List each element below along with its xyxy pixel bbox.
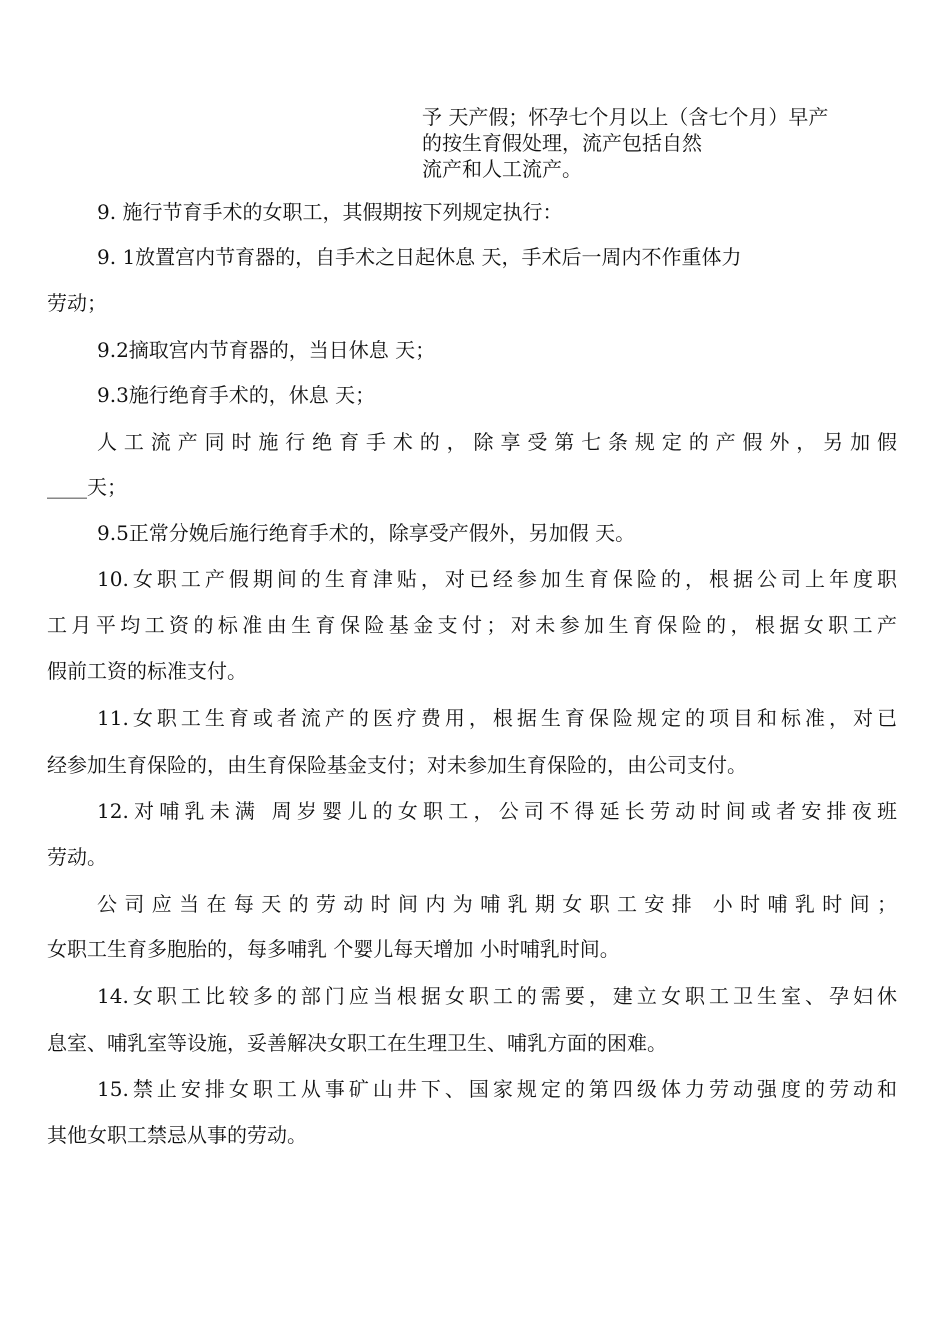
paragraph-line: 假前工资的标准支付。: [47, 659, 247, 683]
paragraph-line: 人工流产同时施行绝育手术的，除享受第七条规定的产假外，另加假: [97, 430, 897, 454]
paragraph-line: 15.禁止安排女职工从事矿山井下、国家规定的第四级体力劳动强度的劳动和: [97, 1077, 897, 1101]
paragraph-line: 女职工生育多胞胎的，每多哺乳 个婴儿每天增加 小时哺乳时间。: [47, 937, 620, 961]
paragraph-line: 11.女职工生育或者流产的医疗费用，根据生育保险规定的项目和标准，对已: [97, 706, 897, 730]
paragraph-line: ____天；: [47, 475, 127, 499]
paragraph-line: 9.2摘取宫内节育器的，当日休息 天；: [97, 338, 436, 362]
paragraph-line: 劳动。: [47, 845, 107, 869]
paragraph-line: 其他女职工禁忌从事的劳动。: [47, 1123, 307, 1147]
paragraph-line: 劳动；: [47, 291, 107, 315]
paragraph-line: 9.5正常分娩后施行绝育手术的，除享受产假外，另加假 天。: [97, 521, 636, 545]
paragraph-line: 10.女职工产假期间的生育津贴，对已经参加生育保险的，根据公司上年度职: [97, 567, 897, 591]
paragraph-line: 公司应当在每天的劳动时间内为哺乳期女职工安排 小时哺乳时间；: [97, 892, 897, 916]
paragraph-line: 9.3施行绝育手术的，休息 天；: [97, 383, 376, 407]
paragraph-line: 14.女职工比较多的部门应当根据女职工的需要，建立女职工卫生室、孕妇休: [97, 984, 897, 1008]
paragraph-line: 经参加生育保险的，由生育保险基金支付；对未参加生育保险的，由公司支付。: [47, 753, 747, 777]
continuation-line: 予 天产假；怀孕七个月以上（含七个月）早产: [422, 105, 829, 129]
continuation-line: 的按生育假处理，流产包括自然: [422, 131, 702, 155]
paragraph-line: 工月平均工资的标准由生育保险基金支付；对未参加生育保险的，根据女职工产: [47, 613, 897, 637]
continuation-line: 流产和人工流产。: [422, 157, 582, 181]
paragraph-line: 12.对哺乳未满 周岁婴儿的女职工，公司不得延长劳动时间或者安排夜班: [97, 799, 897, 823]
paragraph-line: 9. 1放置宫内节育器的，自手术之日起休息 天，手术后一周内不作重体力: [97, 245, 742, 269]
paragraph-line: 9. 施行节育手术的女职工，其假期按下列规定执行：: [97, 200, 563, 224]
paragraph-line: 息室、哺乳室等设施，妥善解决女职工在生理卫生、哺乳方面的困难。: [47, 1031, 667, 1055]
